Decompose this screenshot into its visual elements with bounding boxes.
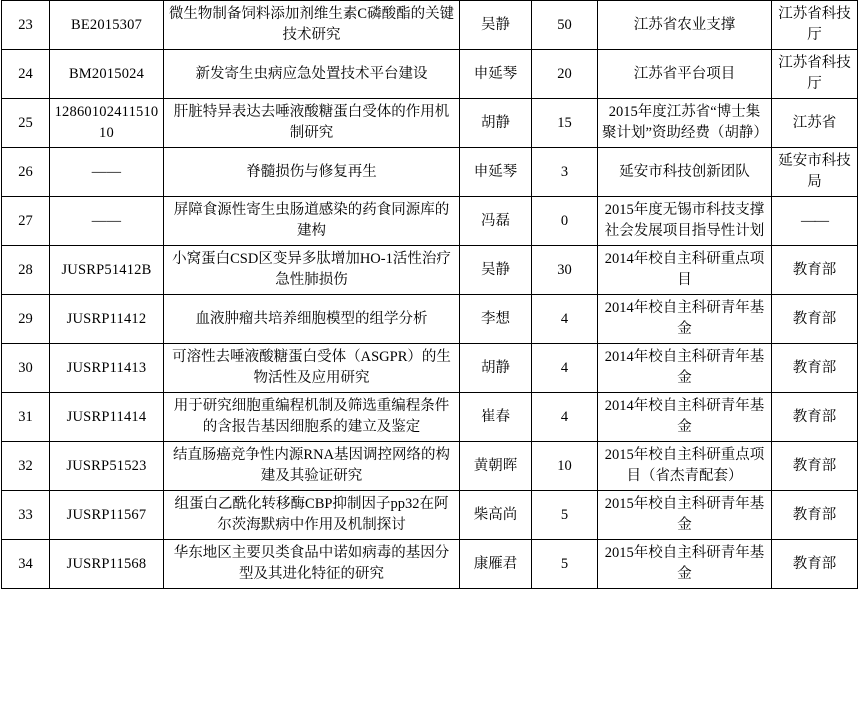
cell-person: 康雁君: [460, 540, 532, 589]
cell-source: 江苏省农业支撑: [598, 1, 772, 50]
cell-no: 25: [2, 99, 50, 148]
cell-amount: 4: [532, 295, 598, 344]
cell-amount: 30: [532, 246, 598, 295]
cell-dept: 江苏省: [772, 99, 858, 148]
cell-title: 微生物制备饲料添加剂维生素C磷酸酯的关键技术研究: [164, 1, 460, 50]
table-row: [2, 540, 858, 589]
cell-no: 29: [2, 295, 50, 344]
cell-amount: 0: [532, 197, 598, 246]
cell-no: 27: [2, 197, 50, 246]
cell-dept: 教育部: [772, 344, 858, 393]
table-row: [2, 442, 858, 491]
cell-person: 胡静: [460, 99, 532, 148]
cell-dept: 教育部: [772, 246, 858, 295]
cell-person: 申延琴: [460, 148, 532, 197]
cell-dept: 教育部: [772, 295, 858, 344]
cell-dept: 江苏省科技厅: [772, 50, 858, 99]
cell-no: 33: [2, 491, 50, 540]
table-row: [2, 197, 858, 246]
table-body: [2, 1, 858, 589]
cell-source: 2014年校自主科研青年基金: [598, 344, 772, 393]
cell-person: 胡静: [460, 344, 532, 393]
cell-source: 2014年校自主科研重点项目: [598, 246, 772, 295]
cell-code: JUSRP11412: [50, 295, 164, 344]
cell-no: 26: [2, 148, 50, 197]
cell-title: 屏障食源性寄生虫肠道感染的药食同源库的建构: [164, 197, 460, 246]
cell-code: JUSRP51412B: [50, 246, 164, 295]
cell-amount: 5: [532, 540, 598, 589]
cell-code: BE2015307: [50, 1, 164, 50]
cell-person: 申延琴: [460, 50, 532, 99]
cell-source: 2015年校自主科研青年基金: [598, 491, 772, 540]
cell-person: 李想: [460, 295, 532, 344]
cell-no: 30: [2, 344, 50, 393]
cell-amount: 4: [532, 393, 598, 442]
cell-title: 结直肠癌竞争性内源RNA基因调控网络的构建及其验证研究: [164, 442, 460, 491]
cell-code: JUSRP11414: [50, 393, 164, 442]
cell-dept: 延安市科技局: [772, 148, 858, 197]
table-row: [2, 1, 858, 50]
cell-dept: 教育部: [772, 442, 858, 491]
cell-no: 34: [2, 540, 50, 589]
cell-code: BM2015024: [50, 50, 164, 99]
cell-person: 柴高尚: [460, 491, 532, 540]
cell-source: 2014年校自主科研青年基金: [598, 295, 772, 344]
table-row: [2, 246, 858, 295]
cell-code: JUSRP51523: [50, 442, 164, 491]
cell-amount: 4: [532, 344, 598, 393]
table-row: [2, 148, 858, 197]
table-row: [2, 491, 858, 540]
cell-code: ——: [50, 148, 164, 197]
cell-title: 组蛋白乙酰化转移酶CBP抑制因子pp32在阿尔茨海默病中作用及机制探讨: [164, 491, 460, 540]
cell-dept: 教育部: [772, 491, 858, 540]
cell-amount: 15: [532, 99, 598, 148]
cell-dept: 教育部: [772, 393, 858, 442]
cell-source: 2015年校自主科研重点项目（省杰青配套）: [598, 442, 772, 491]
cell-source: 江苏省平台项目: [598, 50, 772, 99]
cell-code: JUSRP11413: [50, 344, 164, 393]
cell-amount: 5: [532, 491, 598, 540]
cell-source: 2014年校自主科研青年基金: [598, 393, 772, 442]
cell-no: 28: [2, 246, 50, 295]
cell-dept: 教育部: [772, 540, 858, 589]
cell-source: 2015年度无锡市科技支撑社会发展项目指导性计划: [598, 197, 772, 246]
cell-person: 崔春: [460, 393, 532, 442]
cell-title: 新发寄生虫病应急处置技术平台建设: [164, 50, 460, 99]
table-row: [2, 295, 858, 344]
cell-amount: 50: [532, 1, 598, 50]
cell-code: JUSRP11568: [50, 540, 164, 589]
cell-no: 32: [2, 442, 50, 491]
grant-projects-table: [1, 0, 858, 589]
table-row: [2, 99, 858, 148]
cell-person: 吴静: [460, 246, 532, 295]
cell-title: 用于研究细胞重编程机制及筛选重编程条件的含报告基因细胞系的建立及鉴定: [164, 393, 460, 442]
table-row: [2, 393, 858, 442]
cell-person: 冯磊: [460, 197, 532, 246]
cell-title: 血液肿瘤共培养细胞模型的组学分析: [164, 295, 460, 344]
table-row: [2, 50, 858, 99]
cell-code: ——: [50, 197, 164, 246]
cell-code: JUSRP11567: [50, 491, 164, 540]
cell-person: 黄朝晖: [460, 442, 532, 491]
cell-source: 2015年度江苏省“博士集聚计划”资助经费（胡静）: [598, 99, 772, 148]
table-row: [2, 344, 858, 393]
cell-code: 1286010241151010: [50, 99, 164, 148]
cell-amount: 10: [532, 442, 598, 491]
cell-dept: ——: [772, 197, 858, 246]
cell-no: 31: [2, 393, 50, 442]
cell-title: 肝脏特异表达去唾液酸糖蛋白受体的作用机制研究: [164, 99, 460, 148]
cell-source: 2015年校自主科研青年基金: [598, 540, 772, 589]
cell-source: 延安市科技创新团队: [598, 148, 772, 197]
cell-title: 可溶性去唾液酸糖蛋白受体（ASGPR）的生物活性及应用研究: [164, 344, 460, 393]
cell-title: 脊髓损伤与修复再生: [164, 148, 460, 197]
cell-no: 23: [2, 1, 50, 50]
cell-person: 吴静: [460, 1, 532, 50]
cell-title: 华东地区主要贝类食品中诺如病毒的基因分型及其进化特征的研究: [164, 540, 460, 589]
cell-dept: 江苏省科技厅: [772, 1, 858, 50]
cell-no: 24: [2, 50, 50, 99]
cell-amount: 20: [532, 50, 598, 99]
cell-amount: 3: [532, 148, 598, 197]
cell-title: 小窝蛋白CSD区变异多肽增加HO-1活性治疗急性肺损伤: [164, 246, 460, 295]
